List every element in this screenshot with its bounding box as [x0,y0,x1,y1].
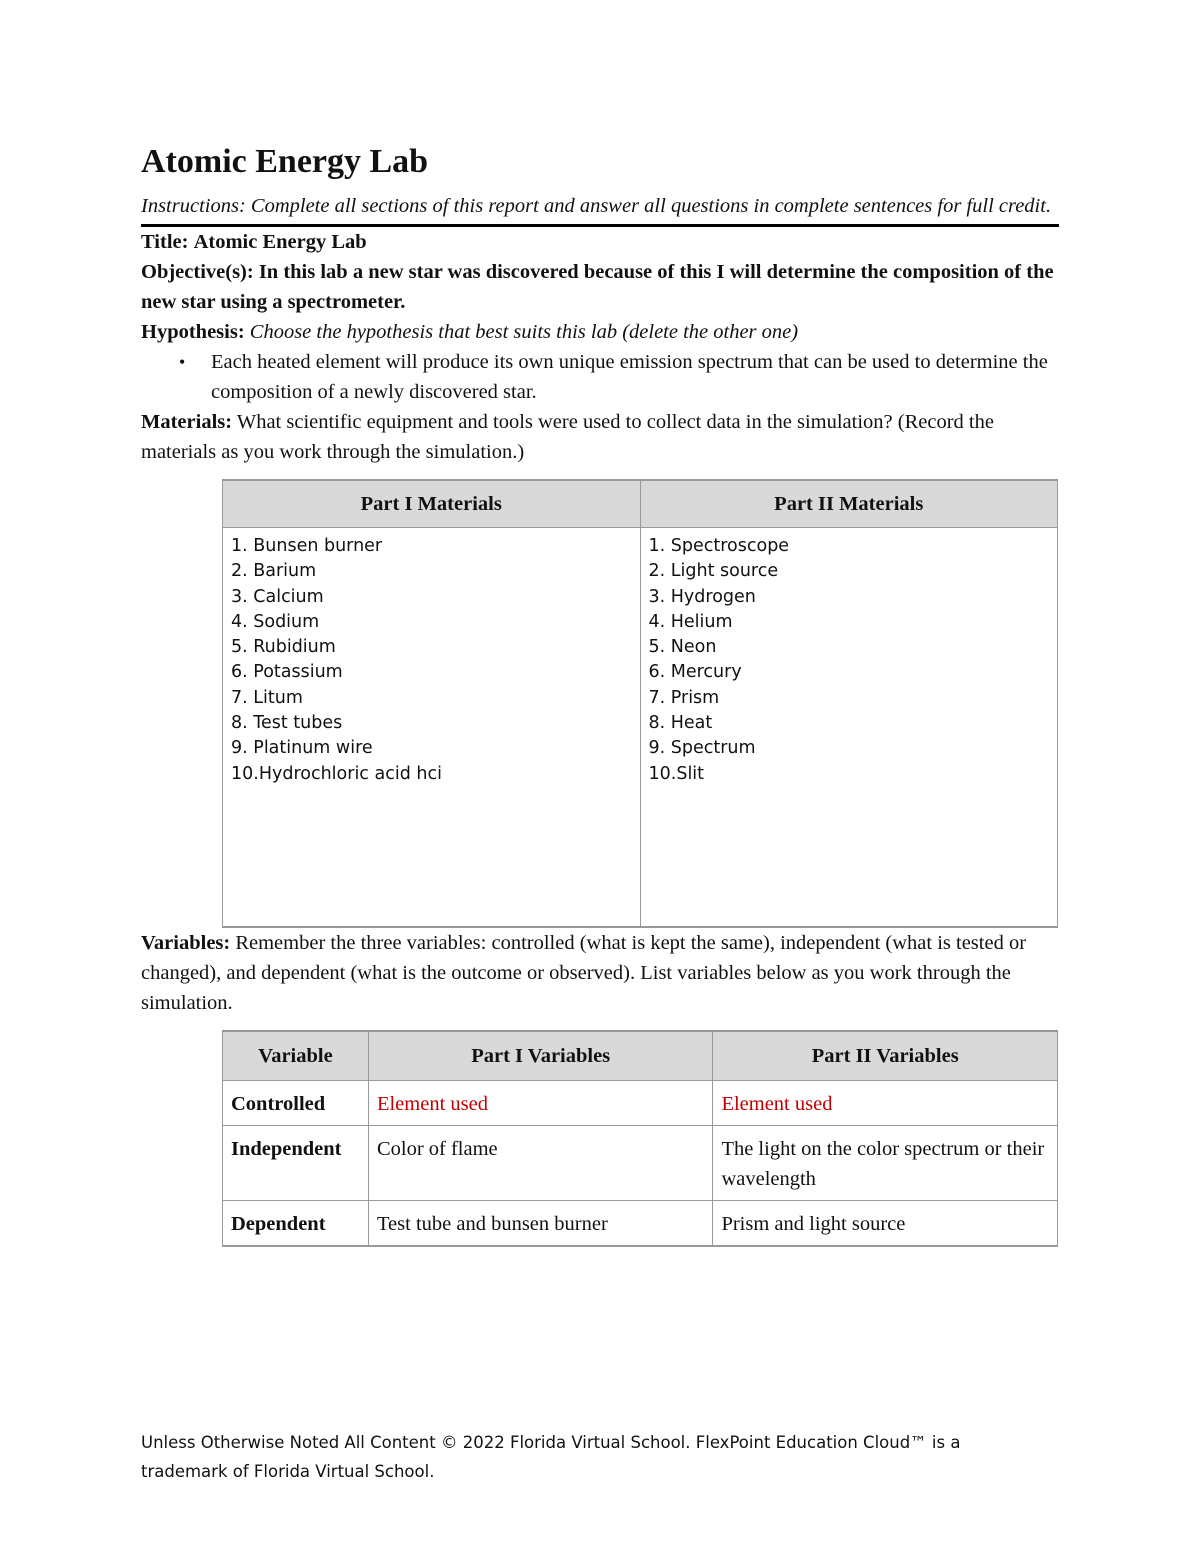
list-item: 9. Spectrum [648,738,756,759]
table-row [223,1081,1058,1126]
materials-label: Materials: [141,411,233,433]
document-page [141,140,1059,1247]
hypothesis-label: Hypothesis: [141,321,245,343]
hypothesis-line [141,317,1059,347]
variables-header-part1: Part I Variables [368,1031,712,1081]
hypothesis-prompt: Choose the hypothesis that best suits this lab (delete the other one) [249,321,799,343]
variables-label: Variables: [141,932,231,954]
title-line [141,227,1059,257]
variable-name-dependent: Dependent [223,1201,369,1247]
variables-table [222,1030,1058,1247]
title-label: Title: [141,231,189,253]
list-item: 7. Prism [648,687,720,708]
list-item: 5. Rubidium [231,637,336,658]
list-item: 6. Potassium [231,662,343,683]
list-item: 10.Slit [648,763,705,784]
materials-line [141,407,1059,467]
variable-name-controlled: Controlled [223,1081,369,1126]
variables-prompt: Remember the three variables: controlled (what is kept the same), independent (what is tested or changed), and dependent (what is the outcome or observed). List variables below as you work through the simulation. [141,932,1027,1014]
variables-header-variable: Variable [223,1031,369,1081]
list-item: 1. Spectroscope [648,536,790,556]
materials-header-part1: Part I Materials [223,480,641,528]
list-item: 2. Light source [648,561,779,582]
list-item: 4. Helium [648,611,733,632]
materials-table [222,479,1058,928]
objective-text: In this lab a new star was discovered because of this I will determine the composition of the new star using a spectrometer. [141,261,1054,313]
controlled-part2-cell[interactable]: Element used [713,1081,1058,1126]
materials-prompt: What scientific equipment and tools were used to collect data in the simulation? (Record the materials as you work through the simulation.) [141,411,994,463]
objective-label: Objective(s): [141,261,254,283]
list-item: 8. Heat [648,713,713,734]
variable-name-independent: Independent [223,1126,369,1201]
list-item: 6. Mercury [648,662,742,683]
bullet-icon: • [179,352,186,372]
independent-part2-cell[interactable]: The light on the color spectrum or their wavelength [713,1126,1058,1201]
instructions-text: Instructions: Complete all sections of this report and answer all questions in complete sentences for full credit. [141,192,1059,227]
dependent-part1-cell[interactable]: Test tube and bunsen burner [368,1201,712,1247]
list-item: 4. Sodium [231,611,320,632]
footer-copyright: Unless Otherwise Noted All Content © 2022 Florida Virtual School. FlexPoint Education Cloud™ is a trademark of Florida Virtual School. [141,1433,961,1481]
materials-list-part2 [649,534,1050,787]
list-item: 3. Calcium [231,586,324,607]
list-item: 10.Hydrochloric acid hci [231,763,442,784]
dependent-part2-cell[interactable]: Prism and light source [713,1201,1058,1247]
list-item: 1. Bunsen burner [231,536,383,556]
controlled-part1-cell[interactable]: Element used [368,1081,712,1126]
page-title: Atomic Energy Lab [141,143,429,180]
objective-line [141,257,1059,317]
hypothesis-text: Each heated element will produce its own unique emission spectrum that can be used to determine the composition of a newly discovered star. [211,351,1048,403]
materials-cell-part2[interactable] [640,528,1058,928]
list-item: 5. Neon [648,637,717,658]
materials-header-part2: Part II Materials [640,480,1058,528]
materials-list-part1 [231,534,632,787]
variables-header-part2: Part II Variables [713,1031,1058,1081]
table-row [223,1201,1058,1247]
list-item: 3. Hydrogen [648,586,756,607]
title-value: Atomic Energy Lab [193,231,367,253]
independent-part1-cell[interactable]: Color of flame [368,1126,712,1201]
table-row [223,1126,1058,1201]
list-item: 2. Barium [231,561,317,582]
variables-line [141,928,1059,1018]
list-item: 8. Test tubes [231,713,343,734]
list-item: 9. Platinum wire [231,738,373,759]
list-item: 7. Litum [231,687,303,708]
materials-cell-part1[interactable] [223,528,641,928]
hypothesis-bullet-item [141,347,1059,407]
